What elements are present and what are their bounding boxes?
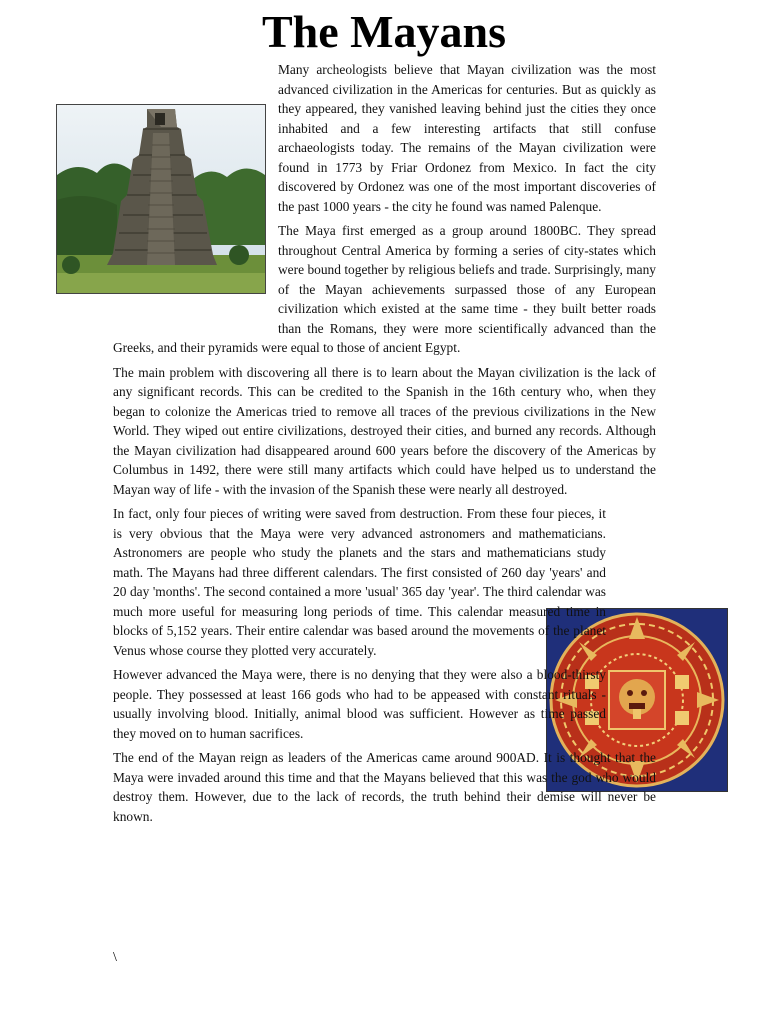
pyramid-photo-space bbox=[113, 80, 278, 326]
paragraph-5-text: However advanced the Maya were, there is no denying that they were also a blood-thirsty people. They possessed at least 166 gods who had to be appeased with constant rituals - usually involving blood. Initially, animal blood was sufficient. However as time passed they moved on to human sacrifices. bbox=[113, 667, 606, 741]
calendar-photo-space bbox=[612, 544, 732, 744]
paragraph-6-text: The end of the Mayan reign as leaders of the Americas came around 900AD. It is thought that the Maya were invaded around this time and that the Mayans believed that this was the god who would destroy them. However, due to the lack of records, the truth behind their demise will never be known. bbox=[113, 750, 656, 824]
article-body-flow bbox=[113, 60, 656, 831]
trailing-backslash: \ bbox=[113, 950, 117, 965]
paragraph-3-text: The main problem with discovering all there is to learn about the Mayan civilization is the lack of any significant records. This can be credited to the Spanish in the 16th century who, when they began to colonize the Americas tried to remove all traces of the previous civilizations in the New World. They wiped out entire civilizations, destroyed their cities, and burned any records. Although the Mayan civilization had disappeared around 600 years before the discovery of the Americas by Columbus in 1492, there were still many artifacts which could have helped us to understand the Mayan way of life - with the invasion of the Spanish these were nearly all destroyed. bbox=[113, 364, 656, 497]
paragraph-4-text: In fact, only four pieces of writing were saved from destruction. From these four pieces, it is very obvious that the Maya were very advanced astronomers and mathematicians. Astronomers are people who study the planets and the stars and mathematicians study math. The Mayans had three different calendars. The first consisted of 260 day 'years' and 20 day 'months'. The second contained a more 'usual' 365 day 'year'. The third calendar was much more useful for measuring long periods of time. This calendar measured time in blocks of 5,152 years. Their entire calendar was based around the movements of the planet Venus whose course they plotted very accurately. bbox=[113, 506, 606, 658]
paragraph-1-text: Many archeologists believe that Mayan civilization was the most advanced civilization in the Americas for centuries. But as quickly as they appeared, they vanished leaving behind just the cities they once inhabited and a few interesting artifacts that still confuse archaeologists today. The remains of the Mayan civilization were found in 1773 by Friar Ordonez from Mexico. In fact the city discovered by Ordonez was one of the most important discoveries of the past 1000 years - the city he found was named Palenque. bbox=[278, 62, 656, 214]
paragraph-2-text: The Maya first emerged as a group around 1800BC. They spread throughout Central America by forming a series of city-states which were bound together by religious beliefs and trade. Surprisingly, many of the Mayan achievements surpassed those of any European civilization which existed at the same time - they built better roads than the Romans, they were more scientifically advanced than the Greeks, and their pyramids were equal to those of ancient Egypt. bbox=[113, 223, 656, 355]
page-title: The Mayans bbox=[261, 6, 507, 57]
